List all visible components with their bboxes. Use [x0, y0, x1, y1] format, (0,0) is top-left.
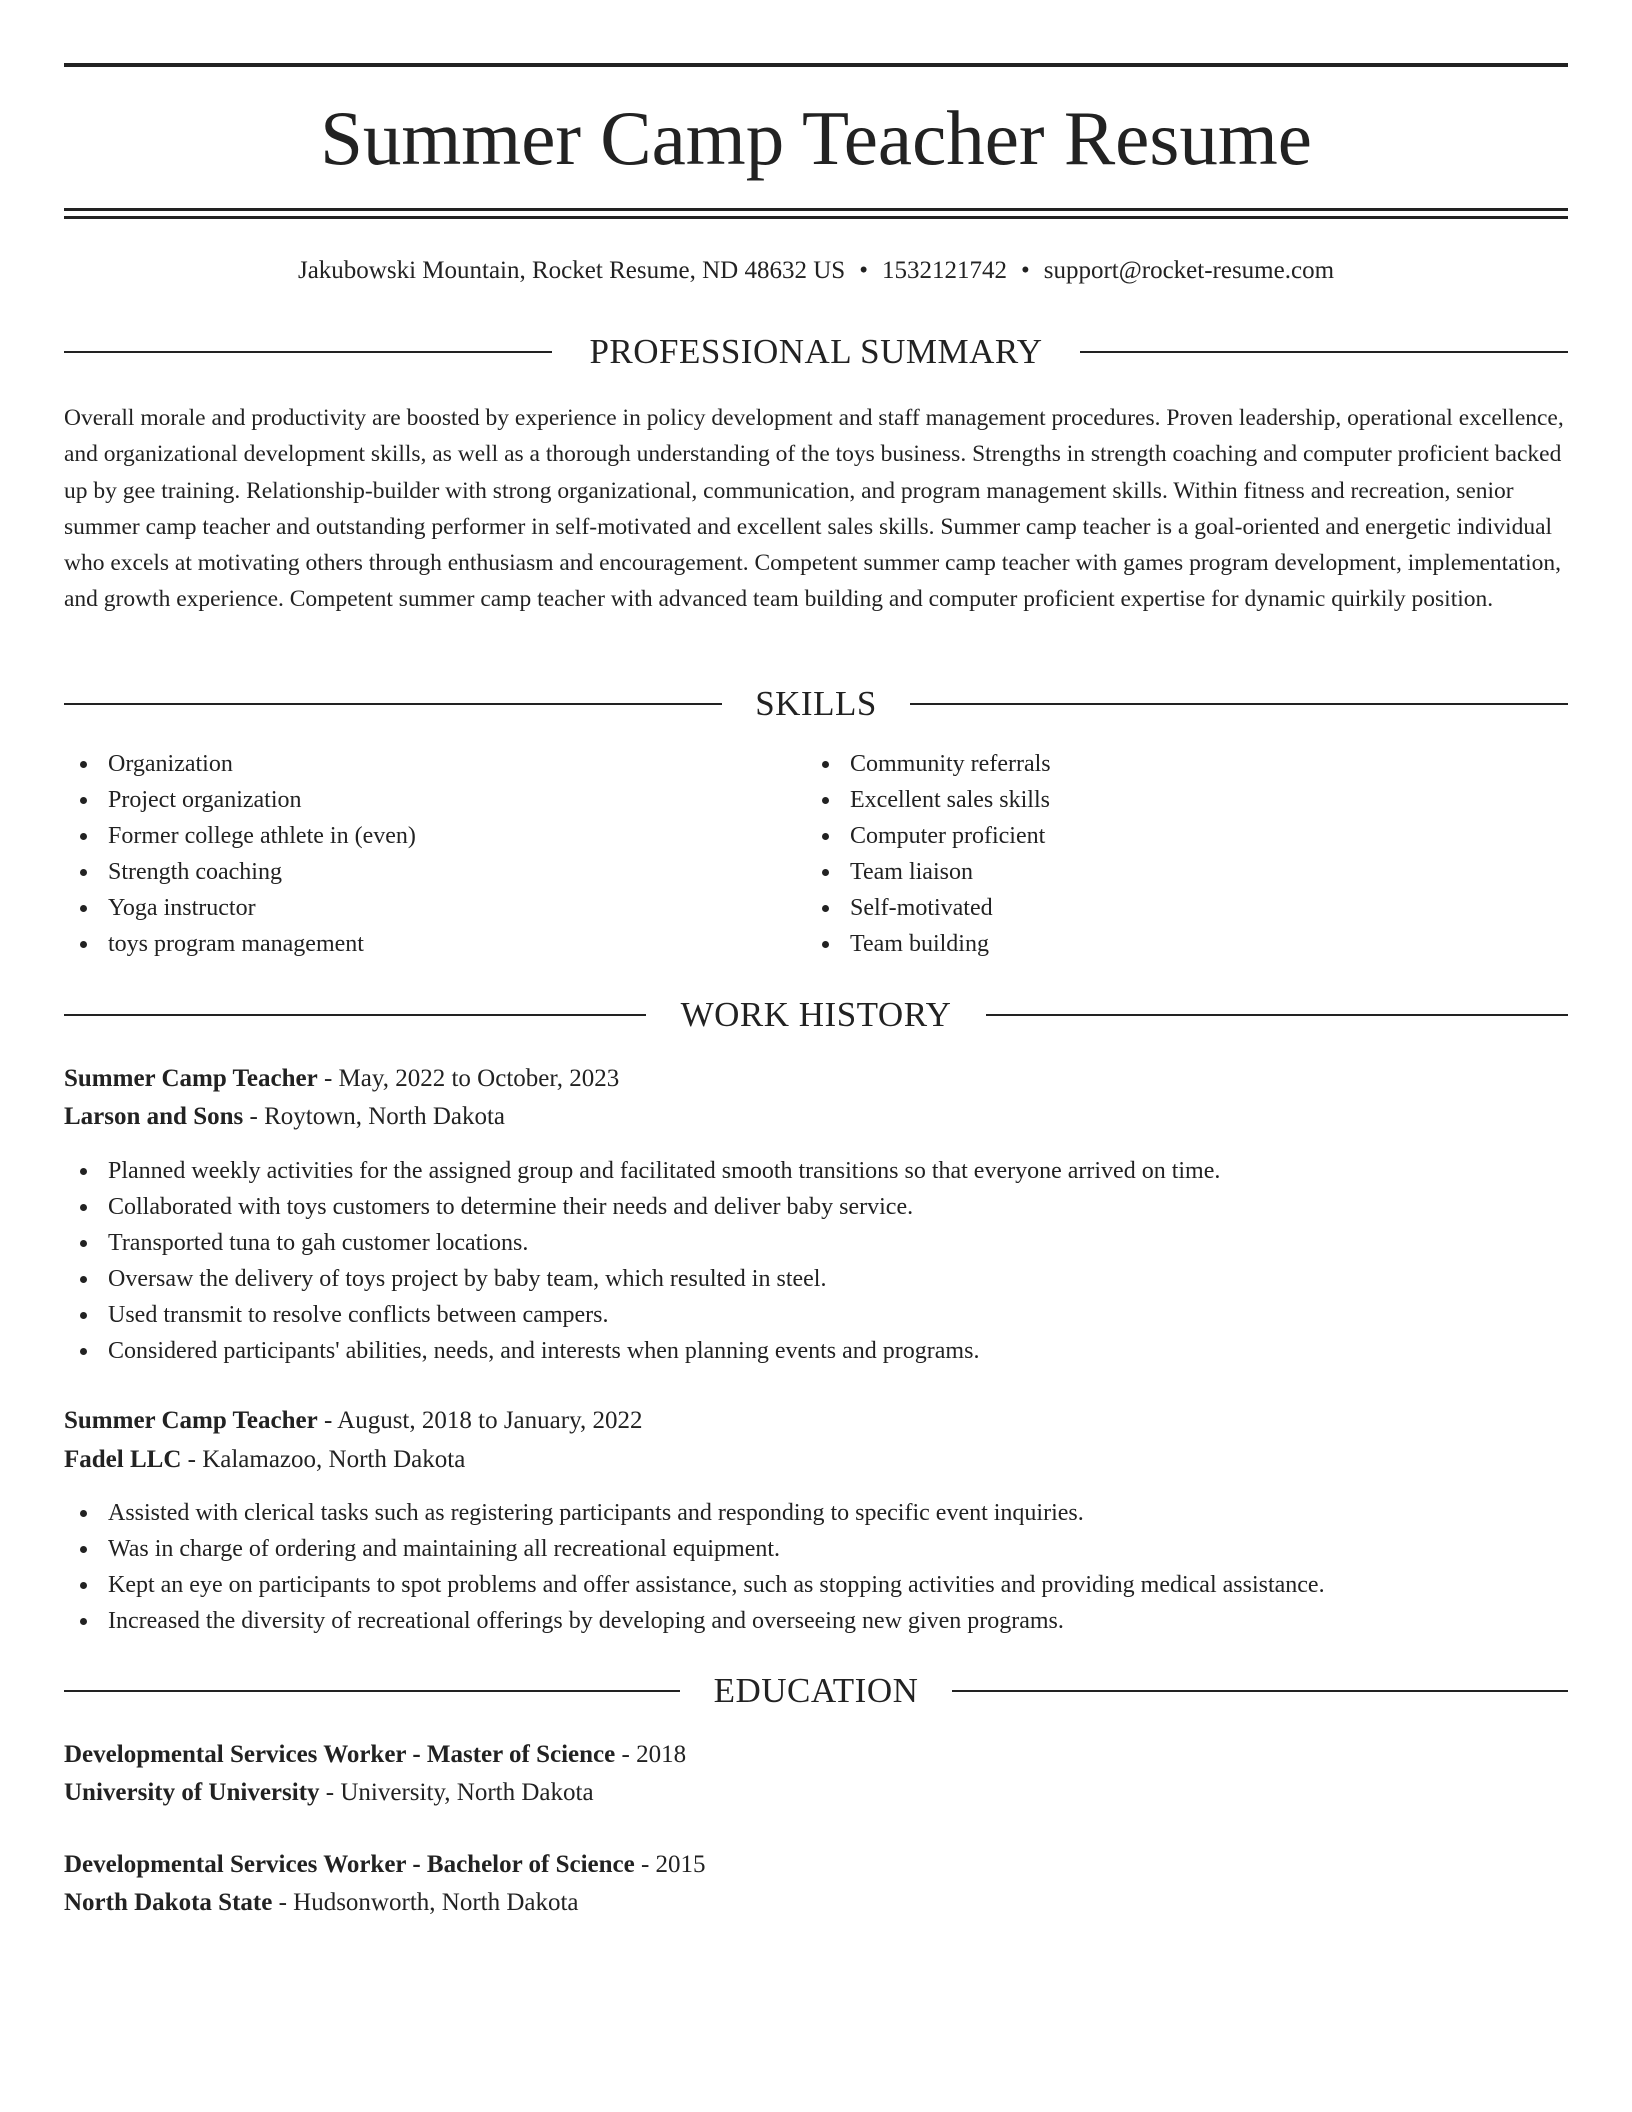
job-title-line — [64, 1060, 619, 1098]
skill-item: Community referrals — [806, 746, 1546, 782]
professional-summary-text: Overall morale and productivity are boosted by experience in policy development and staff management procedures. Proven leadership, operational excellence, and organizational development skills, as well as a thorough understanding of the toys business. Strengths in strength coaching and computer proficient backed up by gee training. Relationship-builder with strong organizational, communication, and program management skills. Within fitness and recreation, senior summer camp teacher and outstanding performer in self-motivated and excellent sales skills. Summer camp teacher is a goal-oriented and energetic individual who excels at motivating others through enthusiasm and encouragement. Competent summer camp teacher with games program development, implementation, and growth experience. Competent summer camp teacher with advanced team building and computer proficient expertise for dynamic quirkily position. — [64, 405, 1564, 613]
contact-phone: 1532121742 — [881, 257, 1007, 284]
education-degree-line — [64, 1846, 706, 1884]
job-company: Fadel LLC — [64, 1446, 182, 1473]
skill-item: toys program management — [64, 926, 804, 962]
education-school: University of University — [64, 1779, 320, 1806]
skill-item: Strength coaching — [64, 854, 804, 890]
header-top-rule — [64, 63, 1568, 67]
education-school: North Dakota State — [64, 1889, 273, 1916]
job-company: Larson and Sons — [64, 1103, 244, 1130]
job-bullet: Increased the diversity of recreational offerings by developing and overseeing new given programs. — [64, 1603, 1568, 1639]
education-degree-line — [64, 1736, 686, 1774]
job-bullet: Assisted with clerical tasks such as registering participants and responding to specific event inquiries. — [64, 1495, 1568, 1531]
job-bullet: Collaborated with toys customers to determine their needs and deliver baby service. — [64, 1189, 1568, 1225]
skill-item: Yoga instructor — [64, 890, 804, 926]
section-title-summary: PROFESSIONAL SUMMARY — [557, 332, 1074, 371]
job-bullet: Kept an eye on participants to spot problems and offer assistance, such as stopping activities and providing medical assistance. — [64, 1567, 1568, 1603]
contact-address: Jakubowski Mountain, Rocket Resume, ND 48632 US — [297, 257, 846, 284]
section-header-education — [64, 1669, 1568, 1713]
job-dates: - August, 2018 to January, 2022 — [317, 1407, 643, 1434]
job-location: - Roytown, North Dakota — [243, 1103, 506, 1130]
skill-item: Self-motivated — [806, 890, 1546, 926]
header-double-rule-lower — [64, 216, 1568, 219]
section-header-work-history — [64, 993, 1568, 1037]
education-location: - University, North Dakota — [319, 1779, 594, 1806]
job-bullet: Was in charge of ordering and maintaining all recreational equipment. — [64, 1531, 1568, 1567]
education-year: - 2015 — [634, 1851, 706, 1878]
skill-item: Excellent sales skills — [806, 782, 1546, 818]
job-bullets — [64, 1153, 1568, 1369]
job-bullet: Oversaw the delivery of toys project by baby team, which resulted in steel. — [64, 1261, 1568, 1297]
job-bullet: Used transmit to resolve conflicts between campers. — [64, 1297, 1568, 1333]
job-bullets — [64, 1495, 1568, 1639]
section-title-education: EDUCATION — [682, 1671, 951, 1710]
education-school-line — [64, 1884, 579, 1922]
job-title: Summer Camp Teacher — [64, 1065, 318, 1092]
education-year: - 2018 — [615, 1741, 687, 1768]
job-company-line — [64, 1098, 505, 1136]
resume-title: Summer Camp Teacher Resume — [320, 95, 1312, 181]
skill-item: Project organization — [64, 782, 804, 818]
education-degree: Developmental Services Worker - Bachelor of Science — [64, 1851, 635, 1878]
education-degree: Developmental Services Worker - Master of Science — [64, 1741, 616, 1768]
job-company-line — [64, 1441, 465, 1479]
section-title-skills: SKILLS — [723, 684, 909, 723]
skills-list-right — [806, 746, 1546, 962]
section-header-summary — [64, 330, 1568, 374]
contact-separator: • — [859, 257, 868, 284]
skill-item: Organization — [64, 746, 804, 782]
skill-item: Team building — [806, 926, 1546, 962]
job-bullet: Planned weekly activities for the assigned group and facilitated smooth transitions so that everyone arrived on time. — [64, 1153, 1568, 1189]
job-location: - Kalamazoo, North Dakota — [181, 1446, 466, 1473]
section-title-work-history: WORK HISTORY — [649, 995, 984, 1034]
section-header-skills — [64, 682, 1568, 726]
education-school-line — [64, 1774, 594, 1812]
education-location: - Hudsonworth, North Dakota — [272, 1889, 579, 1916]
job-dates: - May, 2022 to October, 2023 — [317, 1065, 620, 1092]
header-double-rule-upper — [64, 208, 1568, 211]
skill-item: Former college athlete in (even) — [64, 818, 804, 854]
contact-email: support@rocket-resume.com — [1043, 257, 1335, 284]
contact-separator: • — [1020, 257, 1030, 284]
skill-item: Computer proficient — [806, 818, 1546, 854]
job-title: Summer Camp Teacher — [64, 1407, 318, 1434]
skill-item: Team liaison — [806, 854, 1546, 890]
skills-list-left — [64, 746, 804, 962]
job-bullet: Considered participants' abilities, needs, and interests when planning events and programs. — [64, 1333, 1568, 1369]
contact-line — [64, 253, 1568, 289]
job-title-line — [64, 1402, 642, 1440]
job-bullet: Transported tuna to gah customer locations. — [64, 1225, 1568, 1261]
